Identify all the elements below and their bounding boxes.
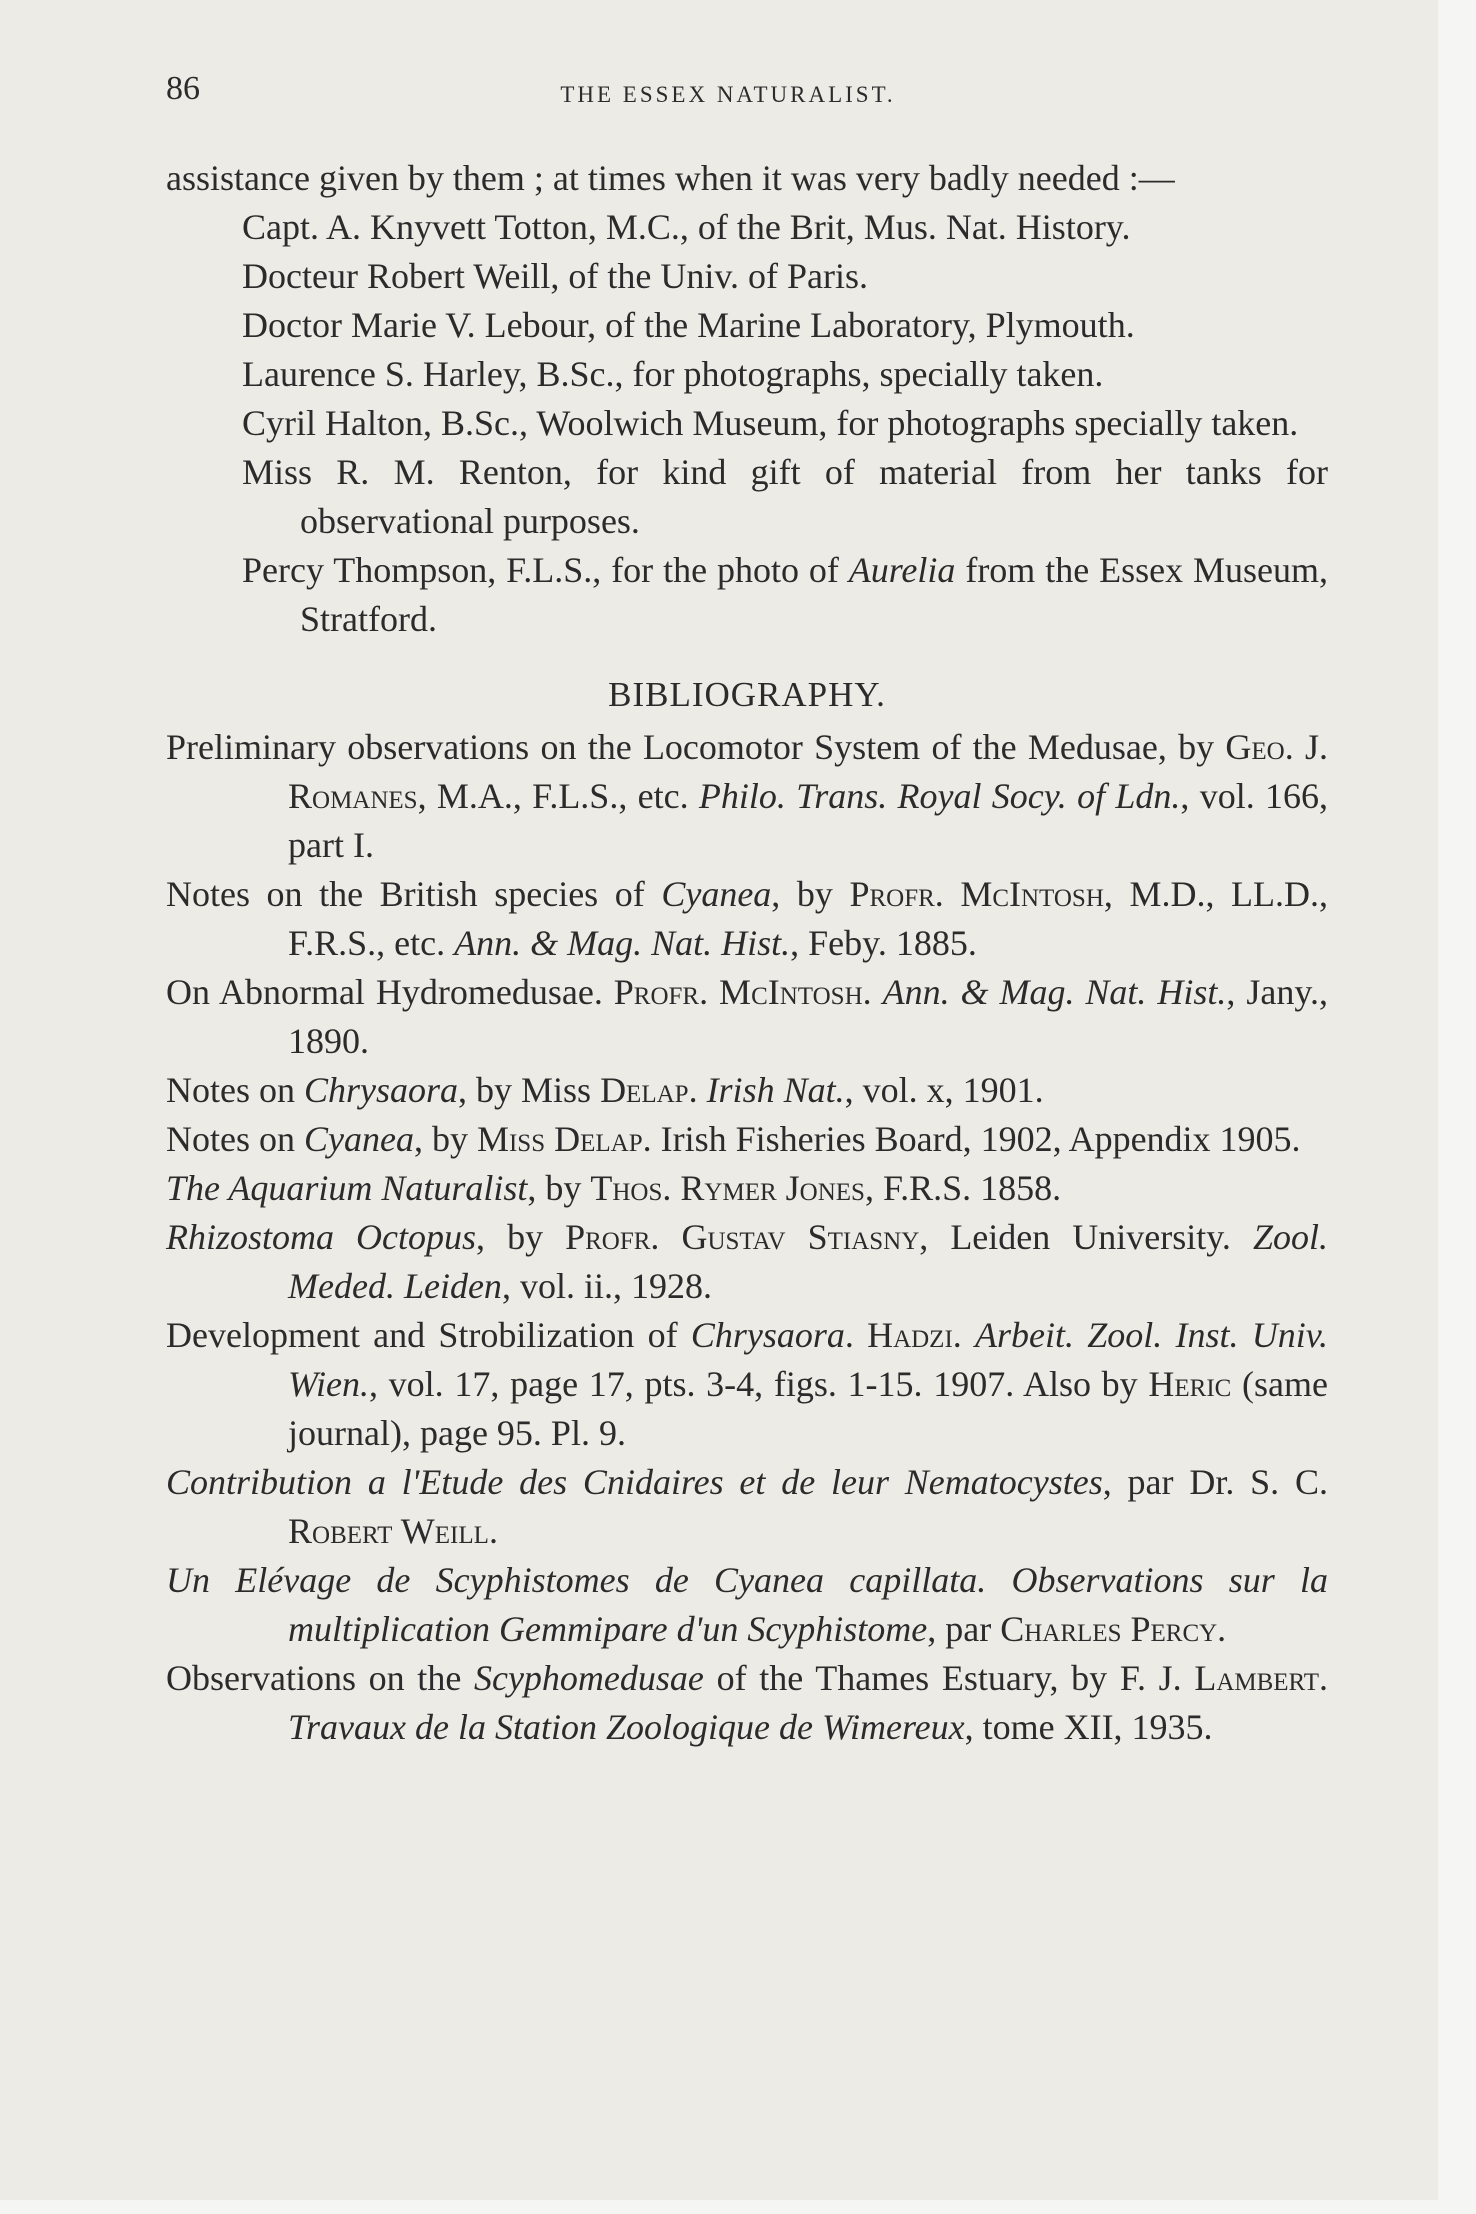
page-number: 86 [166, 70, 200, 107]
ack-item: Docteur Robert Weill, of the Univ. of Paris. [242, 256, 868, 296]
bibliography-entry: Observations on the Scyphomedusae of the Thames Estuary, by F. J. Lambert. Travaux de la Station Zoologique de Wimereux, tome XII, 1935. [166, 1658, 1328, 1747]
ack-item: Cyril Halton, B.Sc., Woolwich Museum, for photographs specially taken. [242, 403, 1299, 443]
ack-item: Doctor Marie V. Lebour, of the Marine Laboratory, Plymouth. [242, 305, 1135, 345]
ack-item: Miss R. M. Renton, for kind gift of material from her tanks for observational purposes. [242, 452, 1328, 541]
ack-item: Percy Thompson, F.L.S., for the photo of Aurelia from the Essex Museum, Stratford. [242, 550, 1328, 639]
page-header [0, 70, 1476, 120]
bibliography-entry: Development and Strobilization of Chrysaora. Hadzi. Arbeit. Zool. Inst. Univ. Wien., vol. 17, page 17, pts. 3-4, figs. 1-15. 1907. Also by Heric (same journal), page 95. Pl. 9. [166, 1315, 1329, 1453]
bibliography-entry: Un Elévage de Scyphistomes de Cyanea capillata. Observations sur la multiplication Gemmipare d'un Scyphistome, par Charles Percy. [166, 1560, 1328, 1649]
intro-paragraph: assistance given by them ; at times when it was very badly needed :— [166, 158, 1175, 198]
ack-item: Capt. A. Knyvett Totton, M.C., of the Brit, Mus. Nat. History. [242, 207, 1131, 247]
page-body [166, 154, 1328, 1752]
bibliography-entry: Preliminary observations on the Locomotor System of the Medusae, by Geo. J. Romanes, M.A., F.L.S., etc. Philo. Trans. Royal Socy. of Ldn., vol. 166, part I. [166, 727, 1328, 865]
ack-item: Laurence S. Harley, B.Sc., for photographs, specially taken. [242, 354, 1104, 394]
acknowledgements-list [166, 203, 1328, 644]
bibliography-entry: The Aquarium Naturalist, by Thos. Rymer Jones, F.R.S. 1858. [166, 1168, 1062, 1208]
bibliography-entry: Rhizostoma Octopus, by Profr. Gustav Stiasny, Leiden University. Zool. Meded. Leiden, vol. ii., 1928. [166, 1217, 1328, 1306]
bibliography-entry: On Abnormal Hydromedusae. Profr. McIntosh. Ann. & Mag. Nat. Hist., Jany., 1890. [166, 972, 1328, 1061]
bibliography-entry: Notes on the British species of Cyanea, by Profr. McIntosh, M.D., LL.D., F.R.S., etc. Ann. & Mag. Nat. Hist., Feby. 1885. [166, 874, 1329, 963]
bibliography-heading: BIBLIOGRAPHY. [608, 675, 886, 714]
bibliography-entry: Contribution a l'Etude des Cnidaires et de leur Nematocystes, par Dr. S. C. Robert Weill. [166, 1462, 1328, 1551]
bibliography-list [166, 723, 1328, 1752]
bibliography-entry: Notes on Chrysaora, by Miss Delap. Irish Nat., vol. x, 1901. [166, 1070, 1044, 1110]
running-head: THE ESSEX NATURALIST. [560, 82, 896, 107]
bibliography-entry: Notes on Cyanea, by Miss Delap. Irish Fisheries Board, 1902, Appendix 1905. [166, 1119, 1301, 1159]
